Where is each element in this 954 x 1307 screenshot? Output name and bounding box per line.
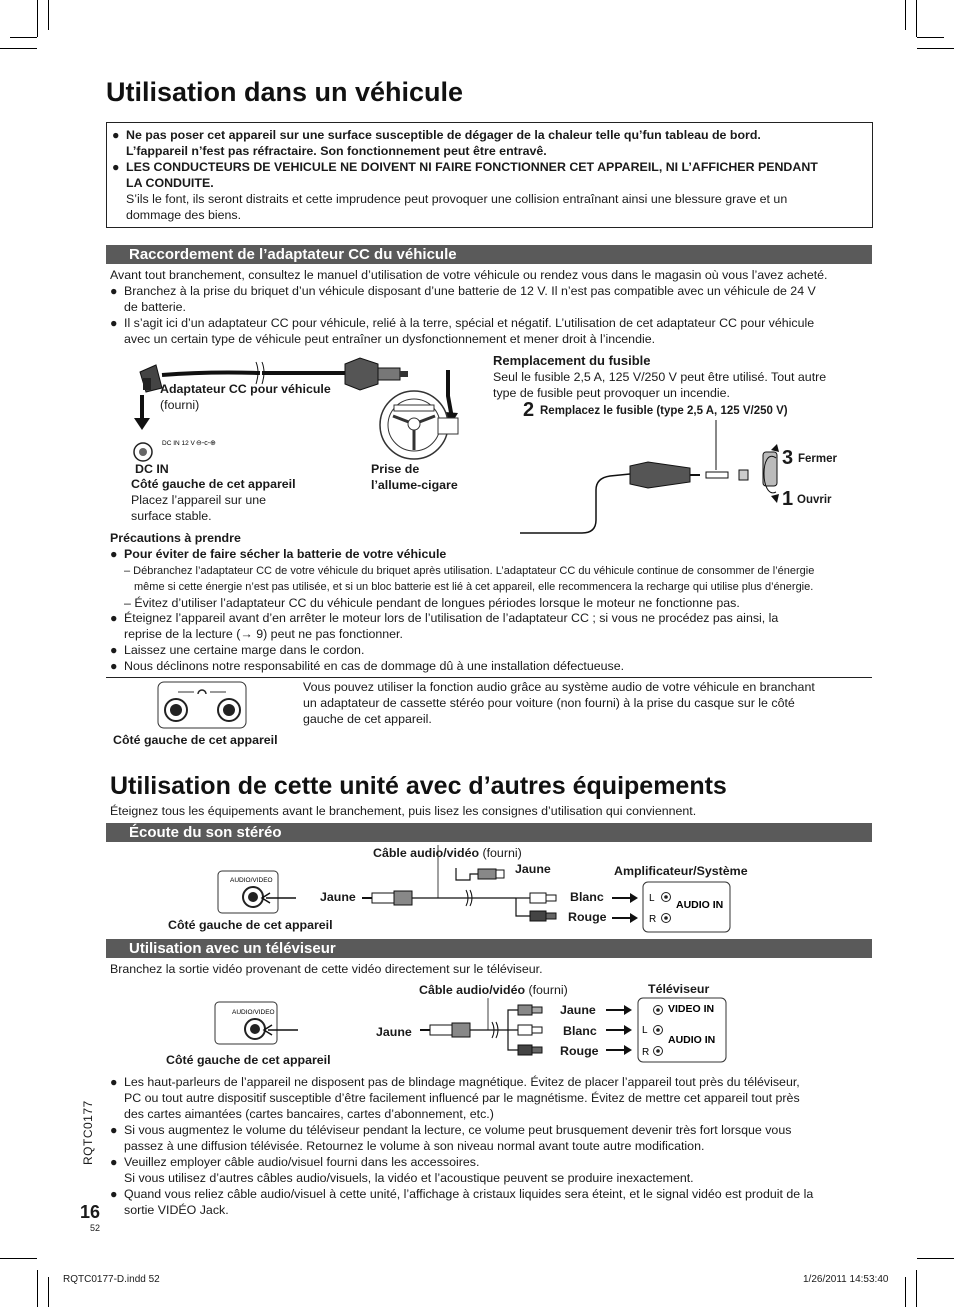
fuse-title: Remplacement du fusible (493, 353, 651, 368)
fuse-text: type de fusible peut provoquer un incendie. (493, 386, 730, 400)
section-heading: Utilisation avec un téléviseur (106, 939, 872, 958)
section-title: Utilisation de cette unité avec d’autres équipements (110, 772, 727, 800)
channel-l-label: L (642, 1025, 648, 1036)
cable-label: Câble audio/vidéo (fourni) (419, 983, 568, 997)
doc-code: RQTC0177 (81, 1100, 95, 1165)
bullet-item: ● Laissez une certaine marge dans le cordon. (110, 643, 365, 657)
warning-bullet-2: ● LES CONDUCTEURS DE VEHICULE NE DOIVENT NI FAIRE FONCTIONNER CET APPAREIL, NI L’AFFICHER PENDANT LA CONDUITE. S’ils le font, ils seront distraits et cette imprudence peut provoquer une collision entraînant ainsi une blessure grave et un dommage des biens. (112, 160, 818, 222)
audio-in-label: AUDIO IN (676, 899, 724, 911)
bullet-item: ● Branchez à la prise du briquet d’un véhicule disposant d’une batterie de 12 V. Il n’est pas compatible avec un véhicule de 24 V de batterie. (110, 284, 816, 314)
print-date: 1/26/2011 14:53:40 (803, 1274, 889, 1285)
section-intro: Branchez la sortie vidéo provenant de cette vidéo directement sur le téléviseur. (110, 962, 543, 976)
bullet-item: ● Veuillez employer câble audio/visuel fourni dans les accessoires. Si vous utilisez d’autres câbles audio/visuels, la vidéo et l’acoustique peuvent se produire inexactement. (110, 1155, 694, 1185)
svg-text:⊖-c-⊕: ⊖-c-⊕ (196, 440, 216, 447)
channel-l-label: L (649, 893, 655, 904)
bullet-item: ● Nous déclinons notre responsabilité en cas de dommage dû à une installation défectueuse. (110, 659, 625, 673)
step-number: 1 (782, 488, 794, 510)
cable-label: Câble audio/vidéo (fourni) (373, 846, 522, 860)
side-label: Côté gauche de cet appareil (168, 918, 333, 932)
channel-r-label: R (649, 914, 657, 925)
precaution-detail: – Évitez d’utiliser l’adaptateur CC du véhicule pendant de longues périodes lorsque le moteur ne fonctionne pas. (124, 596, 740, 610)
audio-in-label: AUDIO IN (668, 1034, 716, 1046)
section-intro: Éteignez tous les équipements avant le branchement, puis lisez les consignes d’utilisation qui conviennent. (110, 804, 697, 818)
step-2-text: Remplacez le fusible (type 2,5 A, 125 V/250 V) (540, 405, 788, 417)
audio-side-label: Côté gauche de cet appareil (113, 733, 278, 747)
precautions-title: Précautions à prendre (110, 531, 241, 545)
tv-connection-figure (0, 990, 954, 1070)
divider (106, 677, 872, 678)
place-note: surface stable. (131, 509, 212, 523)
adapter-sub: (fourni) (160, 398, 200, 412)
bullet-item: ● Pour éviter de faire sécher la batterie de votre véhicule (110, 547, 447, 561)
file-name: RQTC0177-D.indd 52 (63, 1274, 160, 1285)
crop-mark (37, 1270, 38, 1307)
step-number: 2 (523, 399, 535, 421)
audio-text: gauche de cet appareil. (303, 712, 432, 726)
crop-mark (48, 1277, 49, 1307)
tv-label: Téléviseur (648, 982, 710, 996)
color-label-white: Blanc (570, 890, 604, 904)
dc-in-label: DC IN (135, 462, 169, 476)
precaution-detail: – Débranchez l’adaptateur CC de votre véhicule du briquet après utilisation. L’adaptateur CC du véhicule continue de consommer de l’énergie même si cette énergie n’est pas utilisée, et si un bloc batterie est lié à cet appareil, elle recommencera la recharge qui utilise plus d’énergie. (124, 565, 815, 593)
crop-mark (905, 1277, 906, 1307)
side-label: Côté gauche de cet appareil (166, 1053, 331, 1067)
bullet-item: ● Si vous augmentez le volume du téléviseur pendant la lecture, ce volume peut brusquement devenir très fort lorsque vous passez à une diffusion télévisée. Retournez le volume à son niveau normal avant toute autre modification. (110, 1123, 792, 1153)
color-label-red: Rouge (560, 1044, 599, 1058)
step-1-text: Ouvrir (797, 494, 832, 506)
color-label-yellow: Jaune (560, 1003, 596, 1017)
place-note: Placez l’appareil sur une (131, 493, 266, 507)
socket-label: Prise de (371, 462, 420, 476)
video-in-label: VIDEO IN (668, 1003, 715, 1015)
crop-mark (917, 1258, 954, 1259)
page-title: Utilisation dans un véhicule (106, 77, 464, 107)
audio-text: un adaptateur de cassette stéréo pour voiture (non fourni) à la prise du casque sur le côté (303, 696, 795, 710)
section-heading: Raccordement de l’adaptateur CC du véhicule (106, 245, 872, 264)
step-number: 3 (782, 447, 794, 469)
bullet-item: ● Éteignez l’appareil avant d’en arrêter le moteur lors de l’utilisation de l’adaptateur CC ; si vous ne procédez pas ainsi, la reprise de la lecture (→ 9) peut ne pas fonctionner. (110, 611, 779, 641)
amplifier-label: Amplificateur/Système (614, 864, 748, 878)
crop-mark (916, 1270, 917, 1307)
bullet-item: ● Les haut-parleurs de l’appareil ne disposent pas de blindage magnétique. Évitez de placer l’appareil tout près du téléviseur, PC ou tout autre dispositif susceptible d’être facilement influencé par le magnétisme. Évitez de mettre cet appareil tout près des cartes aimantées (cartes bancaires, cartes d’abonnement, etc.) (110, 1075, 800, 1121)
page-number-small: 52 (90, 1223, 101, 1233)
section-intro: Avant tout branchement, consultez le manuel d’utilisation de votre véhicule ou rendez vous dans le magasin où vous l’avez acheté. (110, 268, 828, 282)
color-label-yellow: Jaune (515, 862, 551, 876)
color-label-yellow: Jaune (320, 890, 356, 904)
jack-label: AUDIO/VIDEO (232, 1009, 275, 1016)
bullet-item: ● Il s’agit ici d’un adaptateur CC pour véhicule, relié à la terre, spécial et négatif. L’utilisation de cet adaptateur CC pour véhicule avec un certain type de véhicule peut entraîner un dysfonctionnement et mener droit à l’incendie. (110, 316, 815, 346)
color-label-red: Rouge (568, 910, 607, 924)
bullet-item: ● Quand vous reliez câble audio/visuel à cette unité, l’affichage à cristaux liquides sera éteint, et le signal vidéo est produit de la sortie VIDÉO Jack. (110, 1187, 814, 1217)
side-label: Côté gauche de cet appareil (131, 477, 296, 491)
warning-bullet-1: ● Ne pas poser cet appareil sur une surface susceptible de dégager de la chaleur telle qu’fun tableau de bord. L’fappareil n’fest pas réfractaire. Son fonctionnement peut être entravê. (112, 128, 761, 158)
fuse-text: Seul le fusible 2,5 A, 125 V/250 V peut être utilisé. Tout autre (493, 370, 827, 384)
jack-label: AUDIO/VIDEO (230, 877, 273, 884)
step-3-text: Fermer (798, 453, 837, 465)
color-label-yellow: Jaune (376, 1025, 412, 1039)
audio-text: Vous pouvez utiliser la fonction audio grâce au système audio de votre véhicule en branchant (303, 680, 815, 694)
color-label-white: Blanc (563, 1024, 597, 1038)
crop-mark (0, 1258, 37, 1259)
socket-label: l’allume-cigare (371, 478, 458, 492)
headphone-jack-figure (150, 680, 250, 732)
jack-print-label: DC IN 12 V (162, 440, 195, 447)
section-heading: Écoute du son stéréo (106, 823, 872, 842)
channel-r-label: R (642, 1047, 650, 1058)
adapter-label: Adaptateur CC pour véhicule (160, 382, 331, 396)
page-number: 16 (80, 1202, 101, 1222)
